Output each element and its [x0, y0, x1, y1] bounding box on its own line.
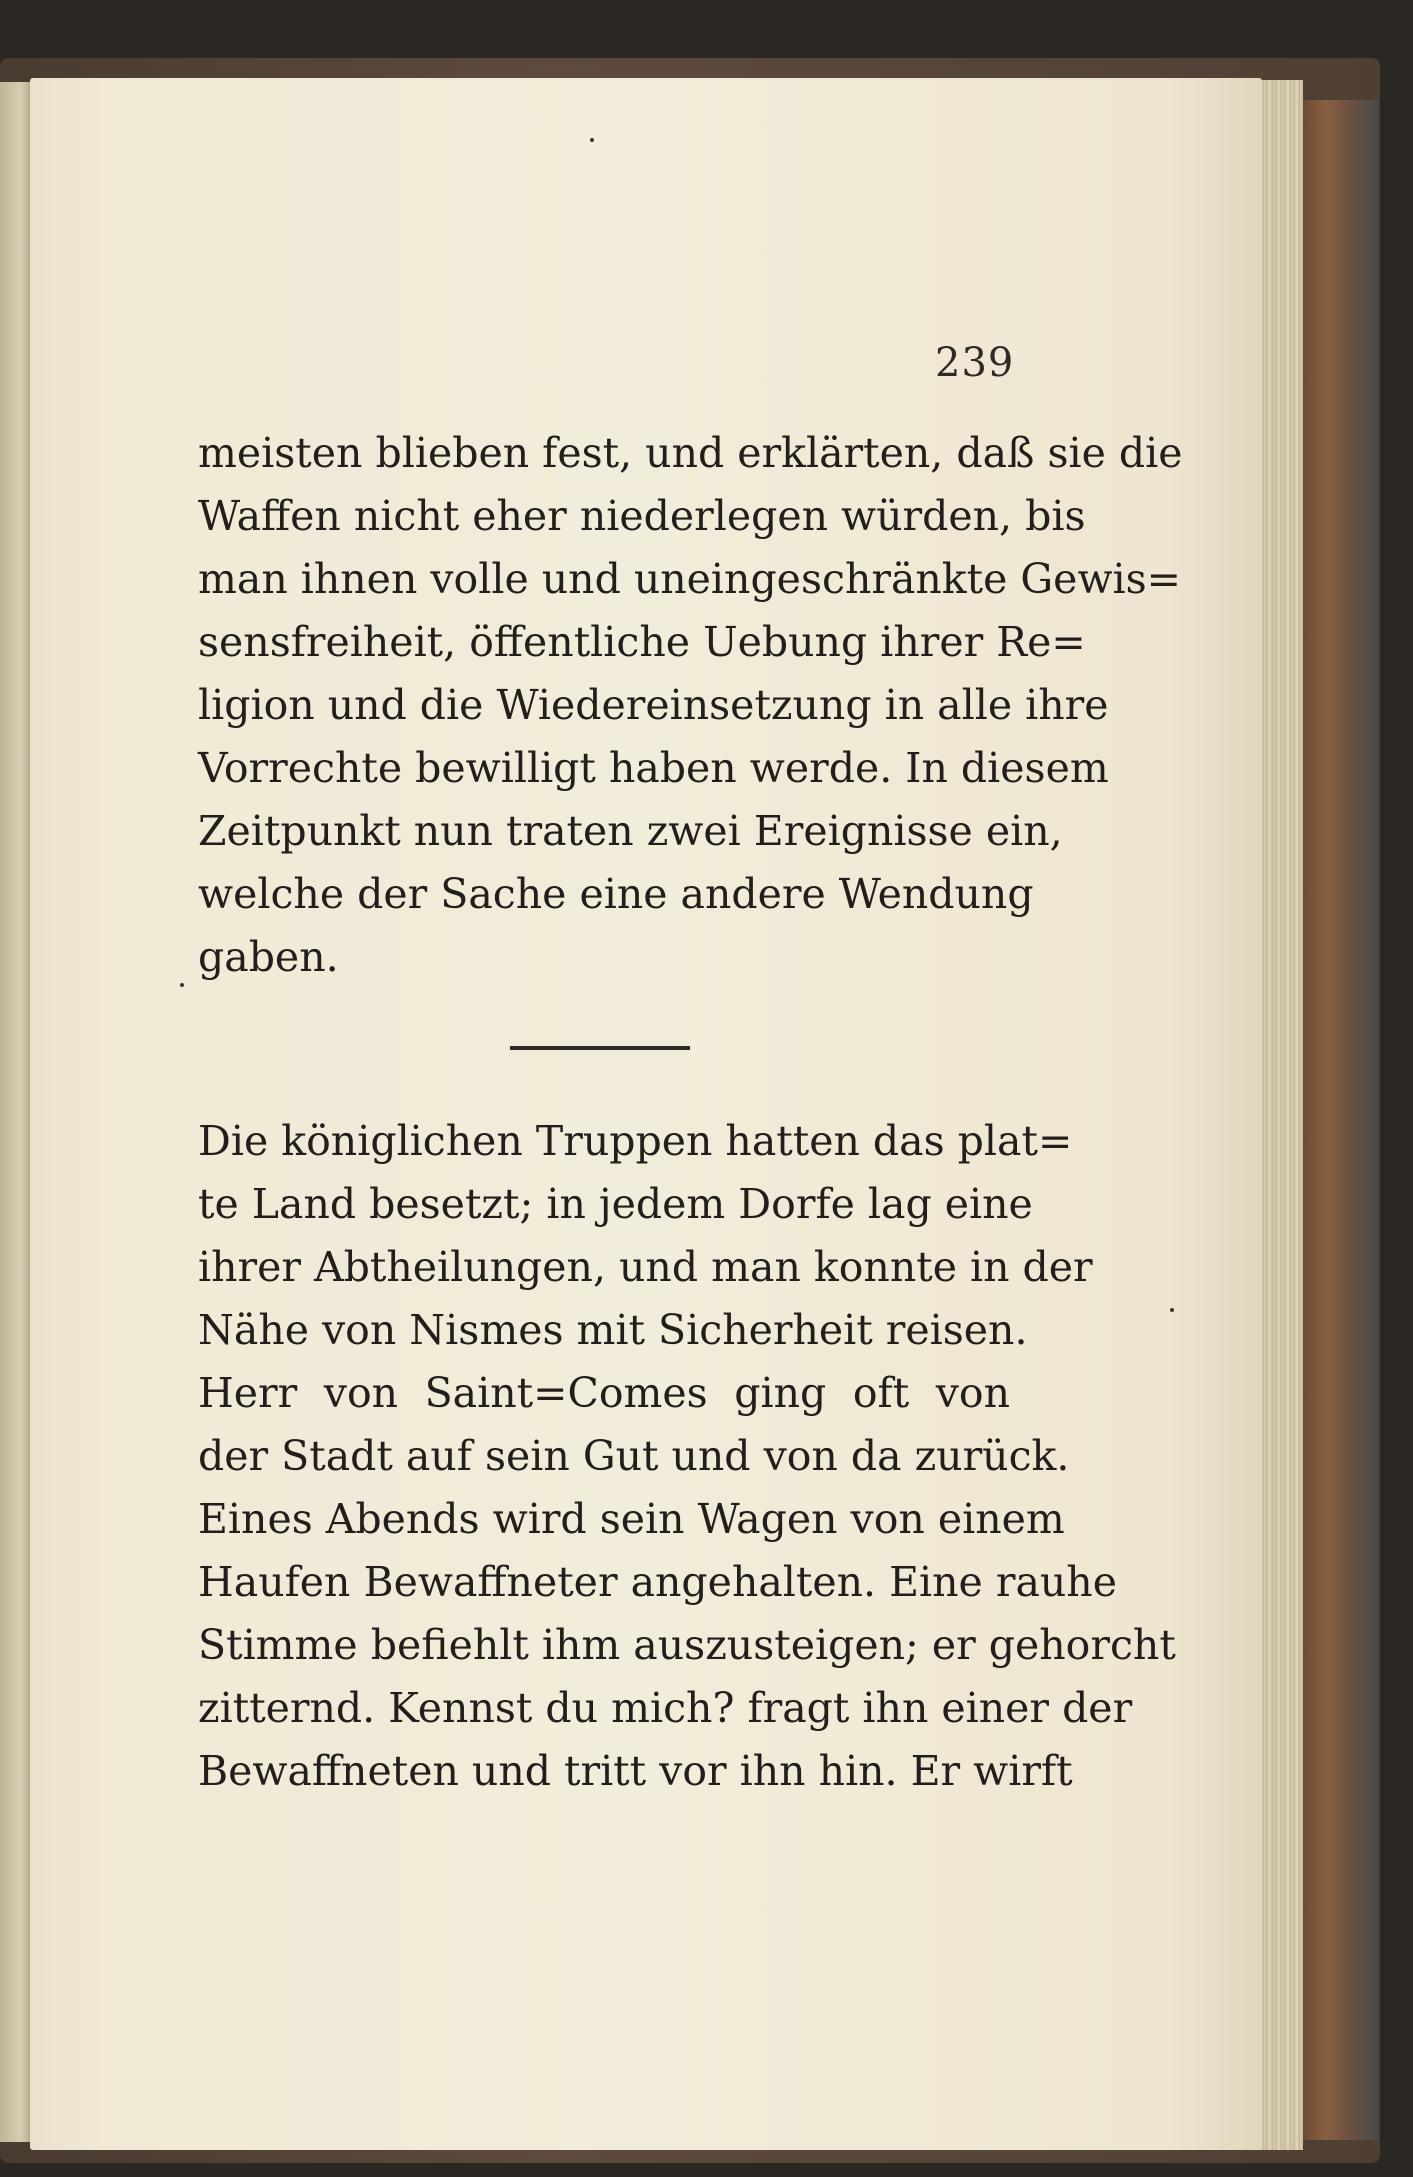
- text-line: te Land besetzt; in jedem Dorfe lag eine: [198, 1180, 1033, 1228]
- cover-edge: [1303, 100, 1378, 2140]
- text-line: Vorrechte bewilligt haben werde. In diesem: [198, 744, 1109, 792]
- text-line: Eines Abends wird sein Wagen von einem: [198, 1495, 1065, 1543]
- page-number: 239: [935, 340, 1015, 386]
- text-line: meisten blieben fest, und erklärten, daß sie die: [198, 429, 1183, 477]
- text-line: welche der Sache eine andere Wendung: [198, 870, 1034, 918]
- page-block-edge: [1255, 80, 1303, 2150]
- text-line: man ihnen volle und uneingeschränkte Gewis=: [198, 555, 1182, 603]
- text-line: ihrer Abtheilungen, und man konnte in der: [198, 1243, 1093, 1291]
- paragraph-2: [198, 1110, 1176, 1803]
- left-page-edge: [0, 82, 34, 2142]
- text-line: ligion und die Wiedereinsetzung in alle ihre: [198, 681, 1109, 729]
- text-line: Zeitpunkt nun traten zwei Ereignisse ein,: [198, 807, 1063, 855]
- paragraph-1: [198, 422, 1183, 989]
- paper-speck: [180, 983, 184, 987]
- text-line: zitternd. Kennst du mich? fragt ihn einer der: [198, 1684, 1133, 1732]
- text-line: sensfreiheit, öffentliche Uebung ihrer Re=: [198, 618, 1086, 666]
- text-line: Nähe von Nismes mit Sicherheit reisen.: [198, 1306, 1028, 1354]
- text-line: gaben.: [198, 933, 339, 981]
- text-line: Haufen Bewaffneter angehalten. Eine rauhe: [198, 1558, 1117, 1606]
- text-line: Herr von Saint=Comes ging oft von: [198, 1369, 1010, 1417]
- paper-speck: [590, 138, 594, 142]
- text-line: der Stadt auf sein Gut und von da zurück.: [198, 1432, 1070, 1480]
- text-line: Waffen nicht eher niederlegen würden, bis: [198, 492, 1086, 540]
- text-line: Stimme befiehlt ihm auszusteigen; er gehorcht: [198, 1621, 1176, 1669]
- section-divider: [510, 1046, 690, 1050]
- text-line: Bewaffneten und tritt vor ihn hin. Er wirft: [198, 1747, 1073, 1795]
- text-line: Die königlichen Truppen hatten das plat=: [198, 1117, 1073, 1165]
- paper-speck: [1170, 1308, 1174, 1312]
